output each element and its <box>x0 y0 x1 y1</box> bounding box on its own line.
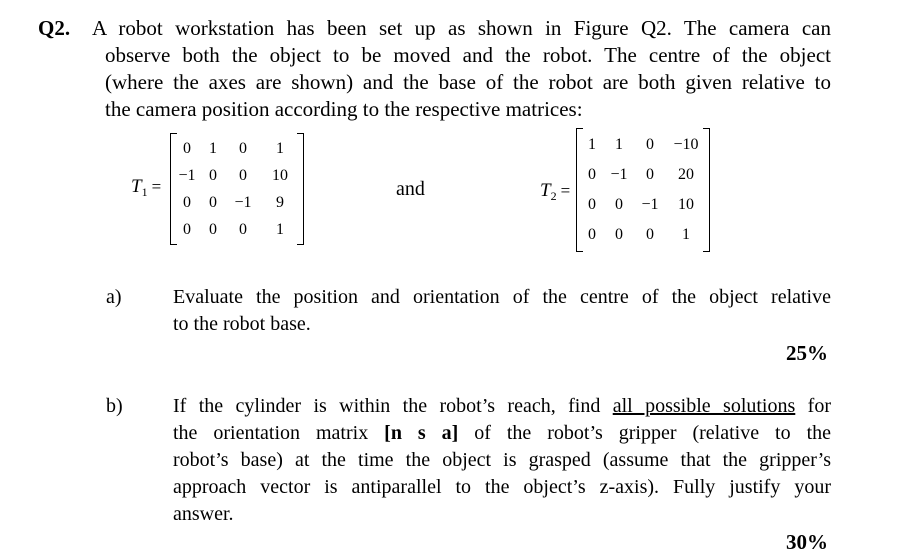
t2-cell: 0 <box>646 226 654 243</box>
t1-cell: 0 <box>209 166 217 184</box>
question-stem <box>92 15 831 123</box>
part-b-line-4: approach vector is antiparallel to the object’s z-axis). Fully justify your <box>173 476 831 498</box>
bold-matrix-term: [n s a] <box>384 422 459 444</box>
t1-cell: 1 <box>276 220 284 238</box>
t1-cell: 0 <box>239 166 247 184</box>
part-b-marks: 30% <box>786 530 828 554</box>
t1-matrix <box>170 133 304 245</box>
underlined-phrase: all possible solutions <box>612 395 796 417</box>
t2-cell: 0 <box>588 196 596 213</box>
part-a-text <box>173 284 831 338</box>
stem-line-2: observe both the object to be moved and the robot. The centre of the object <box>105 43 831 67</box>
t2-cell: 0 <box>615 196 623 213</box>
matrix-connector: and <box>396 178 425 200</box>
part-b-text <box>173 393 831 528</box>
t1-cell: 0 <box>183 193 191 211</box>
t1-cell: 0 <box>239 139 247 157</box>
t2-cell: −1 <box>641 196 659 213</box>
part-a-marks: 25% <box>786 341 828 365</box>
stem-line-4: the camera position according to the respective matrices: <box>105 97 583 121</box>
t1-cell: 10 <box>272 166 288 184</box>
stem-line-1: A robot workstation has been set up as shown in Figure Q2. The camera can <box>92 16 831 40</box>
t2-matrix <box>576 128 710 252</box>
t2-cell: 1 <box>615 136 623 153</box>
stem-line-3: (where the axes are shown) and the base of the robot are both given relative to <box>105 70 831 94</box>
t2-cell: −10 <box>673 136 699 153</box>
t1-cell: 0 <box>183 220 191 238</box>
t2-cell: 0 <box>588 166 596 183</box>
part-a-label: a) <box>106 286 122 308</box>
t1-cell: 1 <box>276 139 284 157</box>
part-b-line-1: If the cylinder is within the robot’s reach, find all possible solutions for <box>173 395 831 417</box>
t1-cell: 0 <box>209 220 217 238</box>
t1-cell: 0 <box>239 220 247 238</box>
t2-cell: −1 <box>610 166 628 183</box>
question-number: Q2. <box>38 16 71 40</box>
t2-cell: 1 <box>682 226 690 243</box>
t2-cell: 1 <box>588 136 596 153</box>
t2-cell: 0 <box>588 226 596 243</box>
part-b-line-3: robot’s base) at the time the object is grasped (assume that the gripper’s <box>173 449 831 471</box>
t1-cell: −1 <box>178 166 196 184</box>
part-a-line-1: Evaluate the position and orientation of the centre of the object relative <box>173 286 831 308</box>
t2-cell: 10 <box>678 196 694 213</box>
t2-cell: 20 <box>678 166 694 183</box>
t2-cell: 0 <box>646 166 654 183</box>
t1-cell: −1 <box>234 193 252 211</box>
t1-cell: 0 <box>209 193 217 211</box>
t1-cell: 9 <box>276 193 284 211</box>
part-b-line-5: answer. <box>173 503 234 525</box>
t2-label: $T_2$ = <box>540 180 571 203</box>
part-b-line-2: the orientation matrix [n s a] of the robot’s gripper (relative to the <box>173 422 832 444</box>
part-a-line-2: to the robot base. <box>173 313 311 335</box>
t2-cell: 0 <box>615 226 623 243</box>
t1-cell: 1 <box>209 139 217 157</box>
t2-cell: 0 <box>646 136 654 153</box>
t1-cell: 0 <box>183 139 191 157</box>
part-b-label: b) <box>106 395 123 417</box>
t1-label: $T_1$ = <box>131 176 162 199</box>
